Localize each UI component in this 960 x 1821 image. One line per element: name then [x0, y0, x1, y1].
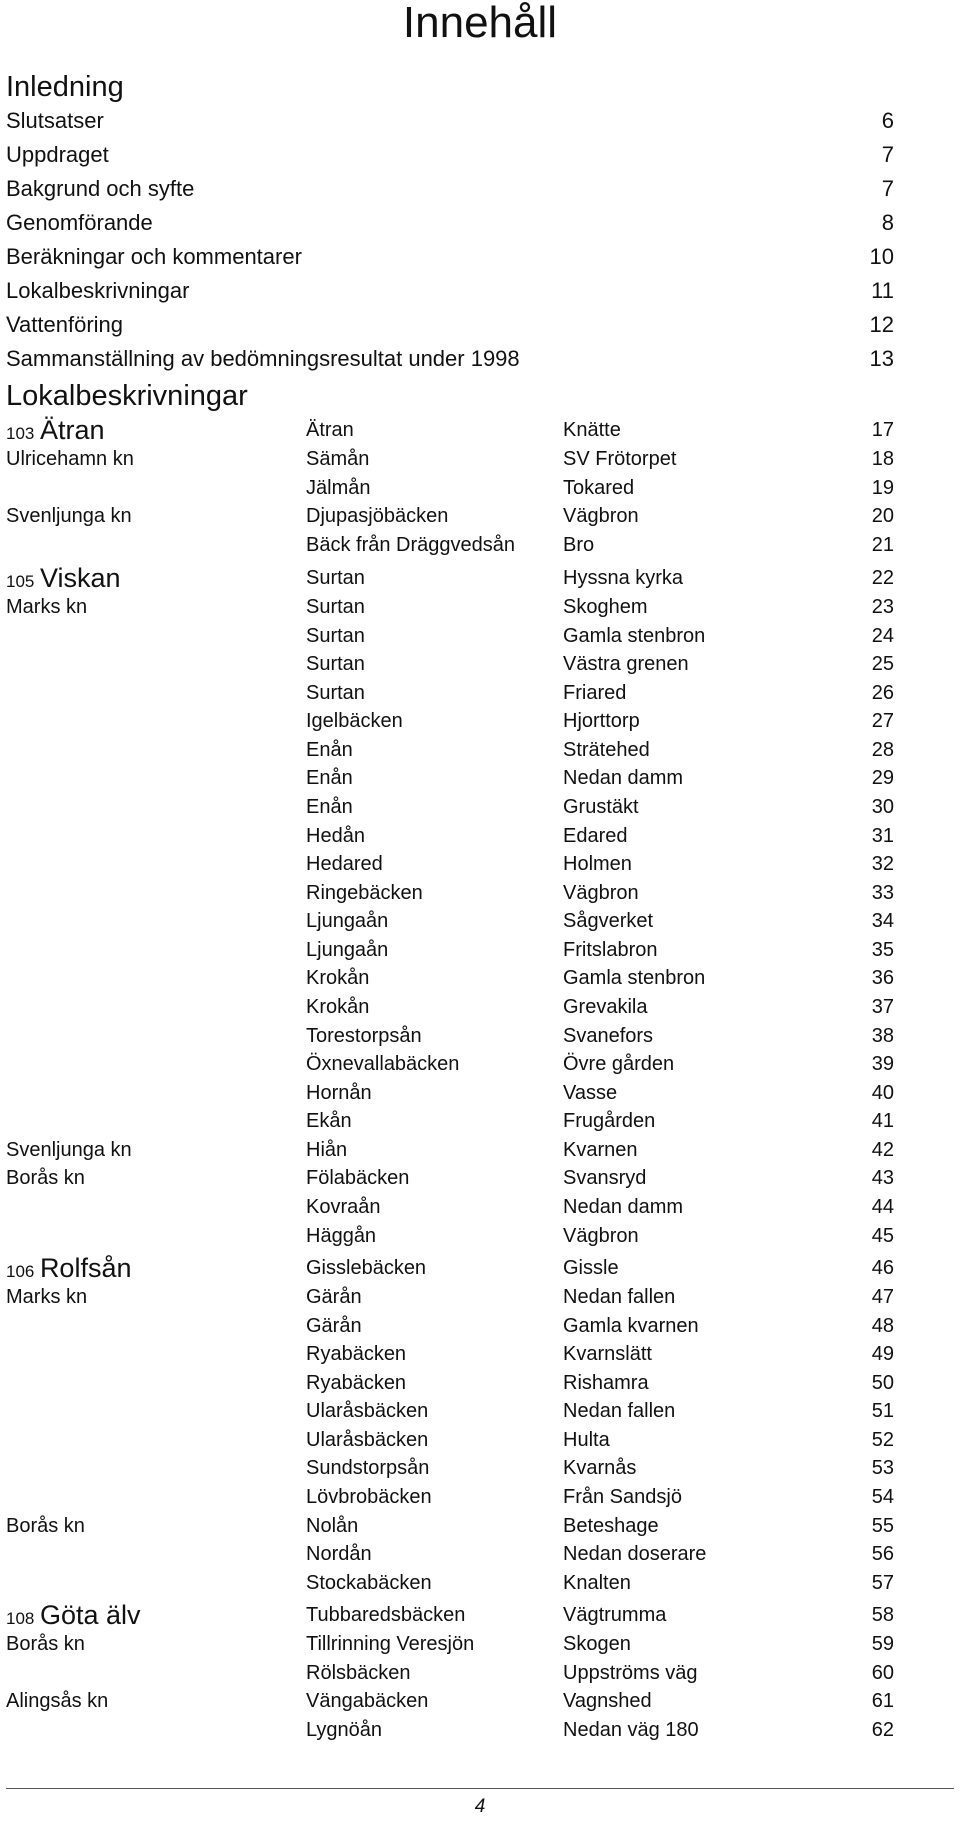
page-ref: 44: [871, 1196, 894, 1218]
municipality: Borås kn: [6, 1515, 85, 1537]
stream-name: Stockabäcken: [306, 1572, 432, 1594]
table-row: [6, 707, 894, 735]
toc-entry: [6, 274, 894, 308]
site-name: Från Sandsjö: [563, 1486, 682, 1508]
site-name: Vasse: [563, 1082, 618, 1104]
table-row: [6, 593, 894, 621]
municipality: Alingsås kn: [6, 1690, 109, 1712]
page-ref: 46: [871, 1257, 894, 1279]
table-row: [6, 1022, 894, 1050]
municipality: Borås kn: [6, 1633, 85, 1655]
page-ref: 40: [871, 1082, 894, 1104]
table-row: [6, 531, 894, 559]
stream-name: Enån: [306, 767, 353, 789]
site-name: Hulta: [563, 1429, 610, 1451]
page-ref: 31: [871, 825, 894, 847]
page-title: Innehåll: [402, 0, 558, 47]
footer-divider: [6, 1788, 954, 1789]
site-name: Vägbron: [563, 882, 639, 904]
site-name: Edared: [563, 825, 628, 847]
stream-name: Ekån: [306, 1110, 352, 1132]
table-row: [6, 1483, 894, 1511]
table-row: [6, 1397, 894, 1425]
toc-entry-label: Lokalbeskrivningar: [6, 278, 190, 303]
toc-entry-page: 7: [881, 176, 894, 201]
municipality: Svenljunga kn: [6, 505, 132, 527]
site-name: Nedan fallen: [563, 1400, 676, 1422]
table-row: [6, 1454, 894, 1482]
page-ref: 48: [871, 1315, 894, 1337]
stream-name: Igelbäcken: [306, 710, 403, 732]
stream-name: Enån: [306, 796, 353, 818]
site-name: Vägbron: [563, 1225, 639, 1247]
table-row: [6, 1050, 894, 1078]
page-ref: 50: [871, 1372, 894, 1394]
toc-entry-page: 6: [881, 108, 894, 133]
stream-name: Ryabäcken: [306, 1372, 407, 1394]
site-name: Rishamra: [563, 1372, 649, 1394]
toc-entry: [6, 342, 894, 376]
table-row: [6, 622, 894, 650]
page-ref: 61: [871, 1690, 894, 1712]
stream-name: Ljungaån: [306, 910, 389, 932]
stream-name: Ljungaån: [306, 939, 389, 961]
table-row: [6, 1512, 894, 1540]
stream-name: Fölabäcken: [306, 1167, 410, 1189]
page-ref: 38: [871, 1025, 894, 1047]
municipality: Borås kn: [6, 1167, 85, 1189]
site-name: Grustäkt: [563, 796, 639, 818]
stream-name: Sundstorpsån: [306, 1457, 430, 1479]
page-ref: 25: [871, 653, 894, 675]
site-name: Nedan doserare: [563, 1543, 707, 1565]
page-ref: 21: [871, 534, 894, 556]
page-ref: 20: [871, 505, 894, 527]
site-name: Uppströms väg: [563, 1662, 698, 1684]
site-name: Knätte: [563, 419, 621, 441]
stream-name: Ryabäcken: [306, 1343, 407, 1365]
toc-entry: [6, 206, 894, 240]
table-row: [6, 736, 894, 764]
site-name: Hjorttorp: [563, 710, 640, 732]
stream-name: Surtan: [306, 682, 365, 704]
toc-entry-label: Uppdraget: [6, 142, 109, 167]
stream-name: Ätran: [306, 419, 354, 441]
page-ref: 41: [871, 1110, 894, 1132]
page-ref: 43: [871, 1167, 894, 1189]
table-row: [6, 1369, 894, 1397]
toc-entry: [6, 138, 894, 172]
basin-name: Viskan: [39, 563, 121, 593]
page-ref: 49: [871, 1343, 894, 1365]
toc-entry-page: 12: [869, 312, 894, 337]
toc-entry: [6, 308, 894, 342]
table-row: [6, 445, 894, 473]
stream-name: Hedån: [306, 825, 365, 847]
table-row: [6, 1716, 894, 1744]
stream-name: Enån: [306, 739, 353, 761]
site-name: Gamla kvarnen: [563, 1315, 699, 1337]
stream-name: Hiån: [306, 1139, 348, 1161]
site-name: Övre gården: [563, 1053, 675, 1075]
table-row: [6, 1254, 894, 1282]
basin-number: 103: [6, 424, 35, 443]
page-ref: 62: [871, 1719, 894, 1741]
toc-entry-page: 7: [881, 142, 894, 167]
page-ref: 53: [871, 1457, 894, 1479]
page-ref: 51: [871, 1400, 894, 1422]
toc-entry: [6, 172, 894, 206]
toc-entry-label: Sammanställning av bedömningsresultat under 1998: [6, 346, 520, 371]
toc-entry-page: 8: [881, 210, 894, 235]
table-row: [6, 1107, 894, 1135]
site-name: Kvarnås: [563, 1457, 637, 1479]
page-ref: 18: [871, 448, 894, 470]
site-name: Fritslabron: [563, 939, 658, 961]
stream-name: Jälmån: [306, 477, 371, 499]
site-name: Vägbron: [563, 505, 639, 527]
page-ref: 56: [871, 1543, 894, 1565]
page-ref: 27: [871, 710, 894, 732]
page-ref: 42: [871, 1139, 894, 1161]
site-name: Friared: [563, 682, 627, 704]
stream-name: Bäck från Dräggvedsån: [306, 534, 516, 556]
table-row: [6, 650, 894, 678]
table-row: [6, 474, 894, 502]
stream-name: Surtan: [306, 567, 365, 589]
basin-heading: [6, 564, 121, 596]
site-name: Beteshage: [563, 1515, 659, 1537]
page-ref: 59: [871, 1633, 894, 1655]
table-row: [6, 993, 894, 1021]
municipality: Svenljunga kn: [6, 1139, 132, 1161]
table-row: [6, 1193, 894, 1221]
page-ref: 32: [871, 853, 894, 875]
stream-name: Öxnevallabäcken: [306, 1053, 460, 1075]
municipality: Ulricehamn kn: [6, 448, 134, 470]
site-name: Grevakila: [563, 996, 648, 1018]
municipality: Marks kn: [6, 596, 88, 618]
page-ref: 28: [871, 739, 894, 761]
table-row: [6, 1540, 894, 1568]
site-name: SV Frötorpet: [563, 448, 677, 470]
stream-name: Nolån: [306, 1515, 359, 1537]
basin-number: 106: [6, 1262, 35, 1281]
table-row: [6, 679, 894, 707]
stream-name: Gärån: [306, 1286, 362, 1308]
page-ref: 23: [871, 596, 894, 618]
site-name: Västra grenen: [563, 653, 689, 675]
stream-name: Ularåsbäcken: [306, 1400, 429, 1422]
table-row: [6, 1426, 894, 1454]
toc-entry: [6, 240, 894, 274]
site-name: Bro: [563, 534, 595, 556]
site-name: Holmen: [563, 853, 632, 875]
toc-entry-page: 13: [869, 346, 894, 371]
toc-entry-label: Slutsatser: [6, 108, 104, 133]
table-row: [6, 764, 894, 792]
table-row: [6, 1569, 894, 1597]
toc-entry-label: Vattenföring: [6, 312, 124, 337]
stream-name: Gärån: [306, 1315, 362, 1337]
site-name: Gamla stenbron: [563, 625, 706, 647]
page-ref: 47: [871, 1286, 894, 1308]
toc-entry-label: Bakgrund och syfte: [6, 176, 195, 201]
stream-name: Nordån: [306, 1543, 372, 1565]
site-name: Tokared: [563, 477, 635, 499]
table-row: [6, 1340, 894, 1368]
site-name: Hyssna kyrka: [563, 567, 684, 589]
page-ref: 24: [871, 625, 894, 647]
table-row: [6, 879, 894, 907]
site-name: Gissle: [563, 1257, 619, 1279]
page-ref: 33: [871, 882, 894, 904]
page-ref: 30: [871, 796, 894, 818]
site-name: Sågverket: [563, 910, 654, 932]
page-ref: 58: [871, 1604, 894, 1626]
stream-name: Surtan: [306, 596, 365, 618]
table-row: [6, 850, 894, 878]
stream-name: Vängabäcken: [306, 1690, 429, 1712]
page-ref: 17: [871, 419, 894, 441]
table-row: [6, 822, 894, 850]
toc-entry-page: 10: [869, 244, 894, 269]
stream-name: Lygnöån: [306, 1719, 382, 1741]
section-heading-inledning: Inledning: [6, 71, 124, 103]
basin-name: Ätran: [39, 415, 105, 445]
table-row: [6, 964, 894, 992]
page-ref: 36: [871, 967, 894, 989]
table-row: [6, 1136, 894, 1164]
site-name: Nedan damm: [563, 1196, 684, 1218]
site-name: Nedan damm: [563, 767, 684, 789]
stream-name: Hornån: [306, 1082, 372, 1104]
page-ref: 54: [871, 1486, 894, 1508]
basin-number: 105: [6, 572, 35, 591]
basin-heading: [6, 416, 104, 448]
site-name: Vägtrumma: [563, 1604, 667, 1626]
toc-entry: [6, 104, 894, 138]
basin-heading: [6, 1254, 131, 1286]
table-row: [6, 1222, 894, 1250]
stream-name: Tillrinning Veresjön: [306, 1633, 475, 1655]
table-row: [6, 416, 894, 444]
site-name: Knalten: [563, 1572, 631, 1594]
stream-name: Lövbrobäcken: [306, 1486, 432, 1508]
stream-name: Ularåsbäcken: [306, 1429, 429, 1451]
table-row: [6, 793, 894, 821]
table-row: [6, 907, 894, 935]
site-name: Svanefors: [563, 1025, 654, 1047]
site-name: Skogen: [563, 1633, 631, 1655]
stream-name: Djupasjöbäcken: [306, 505, 449, 527]
site-name: Kvarnen: [563, 1139, 638, 1161]
stream-name: Rölsbäcken: [306, 1662, 411, 1684]
site-name: Gamla stenbron: [563, 967, 706, 989]
stream-name: Tubbaredsbäcken: [306, 1604, 466, 1626]
table-row: [6, 1630, 894, 1658]
page-ref: 34: [871, 910, 894, 932]
stream-name: Ringebäcken: [306, 882, 423, 904]
page-ref: 60: [871, 1662, 894, 1684]
stream-name: Krokån: [306, 996, 370, 1018]
stream-name: Torestorpsån: [306, 1025, 422, 1047]
stream-name: Surtan: [306, 625, 365, 647]
table-row: [6, 1079, 894, 1107]
stream-name: Häggån: [306, 1225, 377, 1247]
basin-name: Rolfsån: [39, 1253, 132, 1283]
toc-entry-label: Beräkningar och kommentarer: [6, 244, 302, 269]
municipality: Marks kn: [6, 1286, 88, 1308]
toc-entry-page: 11: [871, 278, 894, 303]
page-ref: 26: [871, 682, 894, 704]
page-ref: 45: [871, 1225, 894, 1247]
table-row: [6, 1687, 894, 1715]
site-name: Nedan väg 180: [563, 1719, 699, 1741]
table-row: [6, 1659, 894, 1687]
stream-name: Gisslebäcken: [306, 1257, 427, 1279]
stream-name: Kovraån: [306, 1196, 381, 1218]
page-ref: 39: [871, 1053, 894, 1075]
stream-name: Krokån: [306, 967, 370, 989]
stream-name: Sämån: [306, 448, 370, 470]
page-ref: 29: [871, 767, 894, 789]
page-ref: 55: [871, 1515, 894, 1537]
table-row: [6, 1164, 894, 1192]
page-ref: 37: [871, 996, 894, 1018]
site-name: Vagnshed: [563, 1690, 652, 1712]
site-name: Svansryd: [563, 1167, 647, 1189]
toc-entry-label: Genomförande: [6, 210, 153, 235]
table-row: [6, 936, 894, 964]
table-row: [6, 502, 894, 530]
basin-number: 108: [6, 1609, 35, 1628]
page-ref: 35: [871, 939, 894, 961]
site-name: Frugården: [563, 1110, 656, 1132]
table-row: [6, 564, 894, 592]
basin-name: Göta älv: [39, 1600, 141, 1630]
stream-name: Hedared: [306, 853, 383, 875]
table-row: [6, 1312, 894, 1340]
page-ref: 57: [871, 1572, 894, 1594]
site-name: Nedan fallen: [563, 1286, 676, 1308]
section-heading-lokalbeskrivningar: Lokalbeskrivningar: [6, 380, 248, 412]
table-row: [6, 1283, 894, 1311]
site-name: Strätehed: [563, 739, 650, 761]
site-name: Skoghem: [563, 596, 648, 618]
site-name: Kvarnslätt: [563, 1343, 652, 1365]
page-ref: 19: [871, 477, 894, 499]
basin-heading: [6, 1601, 141, 1633]
table-row: [6, 1601, 894, 1629]
page-ref: 22: [871, 567, 894, 589]
stream-name: Surtan: [306, 653, 365, 675]
page-number: 4: [474, 1796, 486, 1817]
page-ref: 52: [871, 1429, 894, 1451]
